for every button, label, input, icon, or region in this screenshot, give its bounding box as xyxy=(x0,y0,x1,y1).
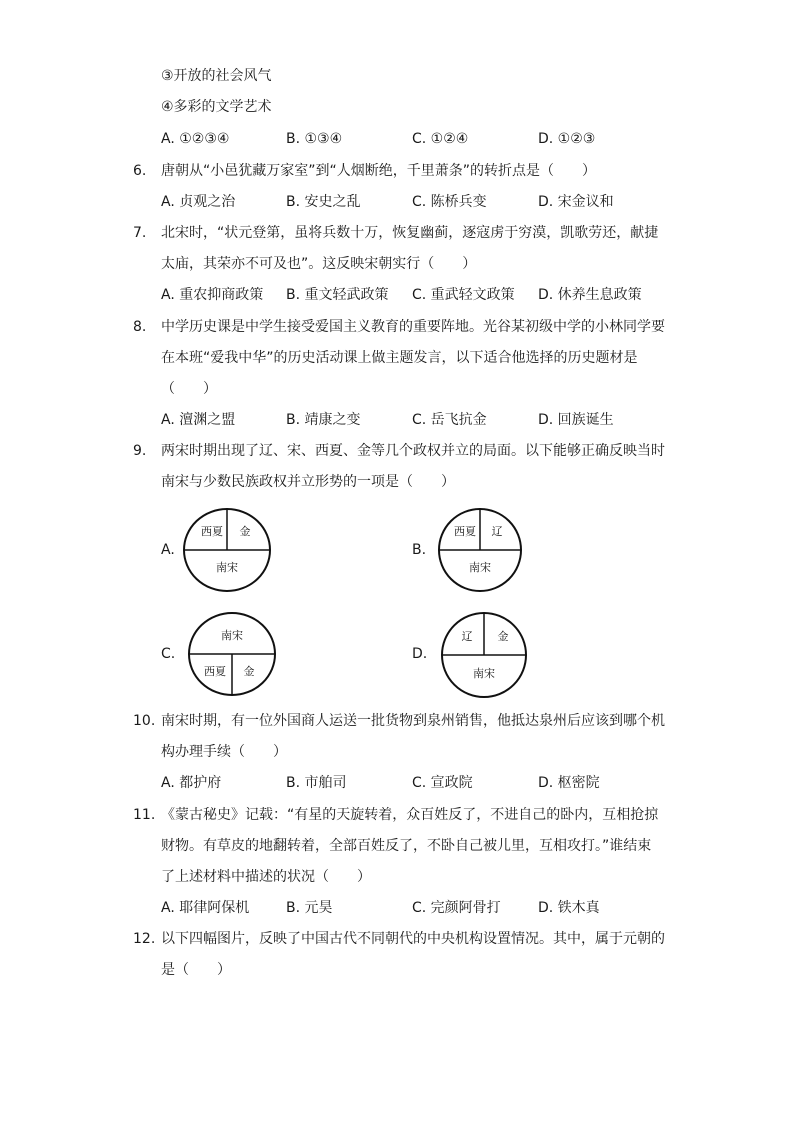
q11-option-a[interactable]: A. 耶律阿保机 xyxy=(161,900,250,916)
q6-option-b[interactable]: B. 安史之乱 xyxy=(286,194,361,210)
q8-option-d[interactable]: D. 回族诞生 xyxy=(538,412,614,428)
q9-d-top-right: 金 xyxy=(497,630,509,643)
q8-number: 8. xyxy=(133,319,147,335)
q10-option-c[interactable]: C. 宣政院 xyxy=(412,775,473,791)
q8-stem-line-2: 在本班“爱我中华”的历史活动课上做主题发言，以下适合他选择的历史题材是 xyxy=(161,350,638,366)
q9-stem-line-1: 两宋时期出现了辽、宋、西夏、金等几个政权并立的局面。以下能够正确反映当时 xyxy=(161,443,665,459)
q5-item-3: ③开放的社会风气 xyxy=(161,68,272,84)
q8-stem-line-3: （ ） xyxy=(161,381,217,397)
q10-option-a[interactable]: A. 都护府 xyxy=(161,775,222,791)
q11-stem-line-3: 了上述材料中描述的状况（ ） xyxy=(161,869,371,885)
q12-stem-line-1: 以下四幅图片，反映了中国古代不同朝代的中央机构设置情况。其中，属于元朝的 xyxy=(161,931,665,947)
q9-option-d-diagram[interactable] xyxy=(441,612,527,698)
q10-number: 10. xyxy=(133,713,156,729)
q6-option-c[interactable]: C. 陈桥兵变 xyxy=(412,194,487,210)
q8-option-c[interactable]: C. 岳飞抗金 xyxy=(412,412,487,428)
q11-option-b[interactable]: B. 元昊 xyxy=(286,900,333,916)
q9-b-top-right: 辽 xyxy=(491,525,503,538)
q11-option-d[interactable]: D. 铁木真 xyxy=(538,900,600,916)
q5-option-a[interactable]: A. ①②③④ xyxy=(161,131,230,147)
q11-option-c[interactable]: C. 完颜阿骨打 xyxy=(412,900,501,916)
q9-option-c-diagram[interactable] xyxy=(188,612,276,696)
q7-option-d[interactable]: D. 休养生息政策 xyxy=(538,287,642,303)
q9-d-bottom: 南宋 xyxy=(473,667,495,680)
q9-stem-line-2: 南宋与少数民族政权并立形势的一项是（ ） xyxy=(161,474,455,490)
q7-option-a[interactable]: A. 重农抑商政策 xyxy=(161,287,264,303)
q6-stem: 唐朝从“小邑犹藏万家室”到“人烟断绝，千里萧条”的转折点是（ ） xyxy=(161,163,597,179)
q8-option-a[interactable]: A. 澶渊之盟 xyxy=(161,412,236,428)
q9-a-top-right: 金 xyxy=(239,525,251,538)
q9-c-bottom-right: 金 xyxy=(243,665,255,678)
q8-stem-line-1: 中学历史课是中学生接受爱国主义教育的重要阵地。光谷某初级中学的小林同学要 xyxy=(161,319,665,335)
q9-c-bottom-left: 西夏 xyxy=(204,665,226,678)
q9-option-c-label[interactable]: C. xyxy=(161,646,176,662)
q9-a-top-left: 西夏 xyxy=(201,525,223,538)
q6-option-d[interactable]: D. 宋金议和 xyxy=(538,194,614,210)
q12-stem-line-2: 是（ ） xyxy=(161,962,231,978)
q9-option-d-label[interactable]: D. xyxy=(412,646,428,662)
q9-d-top-left: 辽 xyxy=(461,630,473,643)
q9-b-top-left: 西夏 xyxy=(454,525,476,538)
q9-number: 9. xyxy=(133,443,147,459)
q9-a-bottom: 南宋 xyxy=(216,561,238,574)
q9-option-b-diagram[interactable] xyxy=(438,508,522,592)
q9-option-b-label[interactable]: B. xyxy=(412,542,427,558)
q8-option-b[interactable]: B. 靖康之变 xyxy=(286,412,361,428)
q7-option-b[interactable]: B. 重文轻武政策 xyxy=(286,287,389,303)
q7-option-c[interactable]: C. 重武轻文政策 xyxy=(412,287,515,303)
q9-option-a-label[interactable]: A. xyxy=(161,542,175,558)
q7-stem-line-2: 太庙，其荣亦不可及也”。这反映宋朝实行（ ） xyxy=(161,256,477,272)
q5-option-d[interactable]: D. ①②③ xyxy=(538,131,596,147)
q5-option-b[interactable]: B. ①③④ xyxy=(286,131,343,147)
q6-number: 6. xyxy=(133,163,147,179)
q11-stem-line-1: 《蒙古秘史》记载：“有星的天旋转着，众百姓反了，不进自己的卧内，互相抢掠 xyxy=(161,807,659,823)
q7-number: 7. xyxy=(133,225,147,241)
q12-number: 12. xyxy=(133,931,156,947)
q5-option-c[interactable]: C. ①②④ xyxy=(412,131,469,147)
q10-stem-line-1: 南宋时期，有一位外国商人运送一批货物到泉州销售，他抵达泉州后应该到哪个机 xyxy=(161,713,665,729)
q11-stem-line-2: 财物。有草皮的地翻转着，全部百姓反了，不卧自己被儿里，互相攻打。”谁结束 xyxy=(161,838,652,854)
q10-option-b[interactable]: B. 市舶司 xyxy=(286,775,347,791)
q10-option-d[interactable]: D. 枢密院 xyxy=(538,775,600,791)
q11-number: 11. xyxy=(133,807,156,823)
q9-b-bottom: 南宋 xyxy=(469,561,491,574)
q6-option-a[interactable]: A. 贞观之治 xyxy=(161,194,236,210)
q7-stem-line-1: 北宋时，“状元登第，虽将兵数十万，恢复幽蓟，逐寇虏于穷漠，凯歌劳还，献捷 xyxy=(161,225,659,241)
q10-stem-line-2: 构办理手续（ ） xyxy=(161,744,287,760)
q9-c-top: 南宋 xyxy=(221,629,243,642)
q9-option-a-diagram[interactable] xyxy=(183,508,271,592)
q5-item-4: ④多彩的文学艺术 xyxy=(161,99,272,115)
